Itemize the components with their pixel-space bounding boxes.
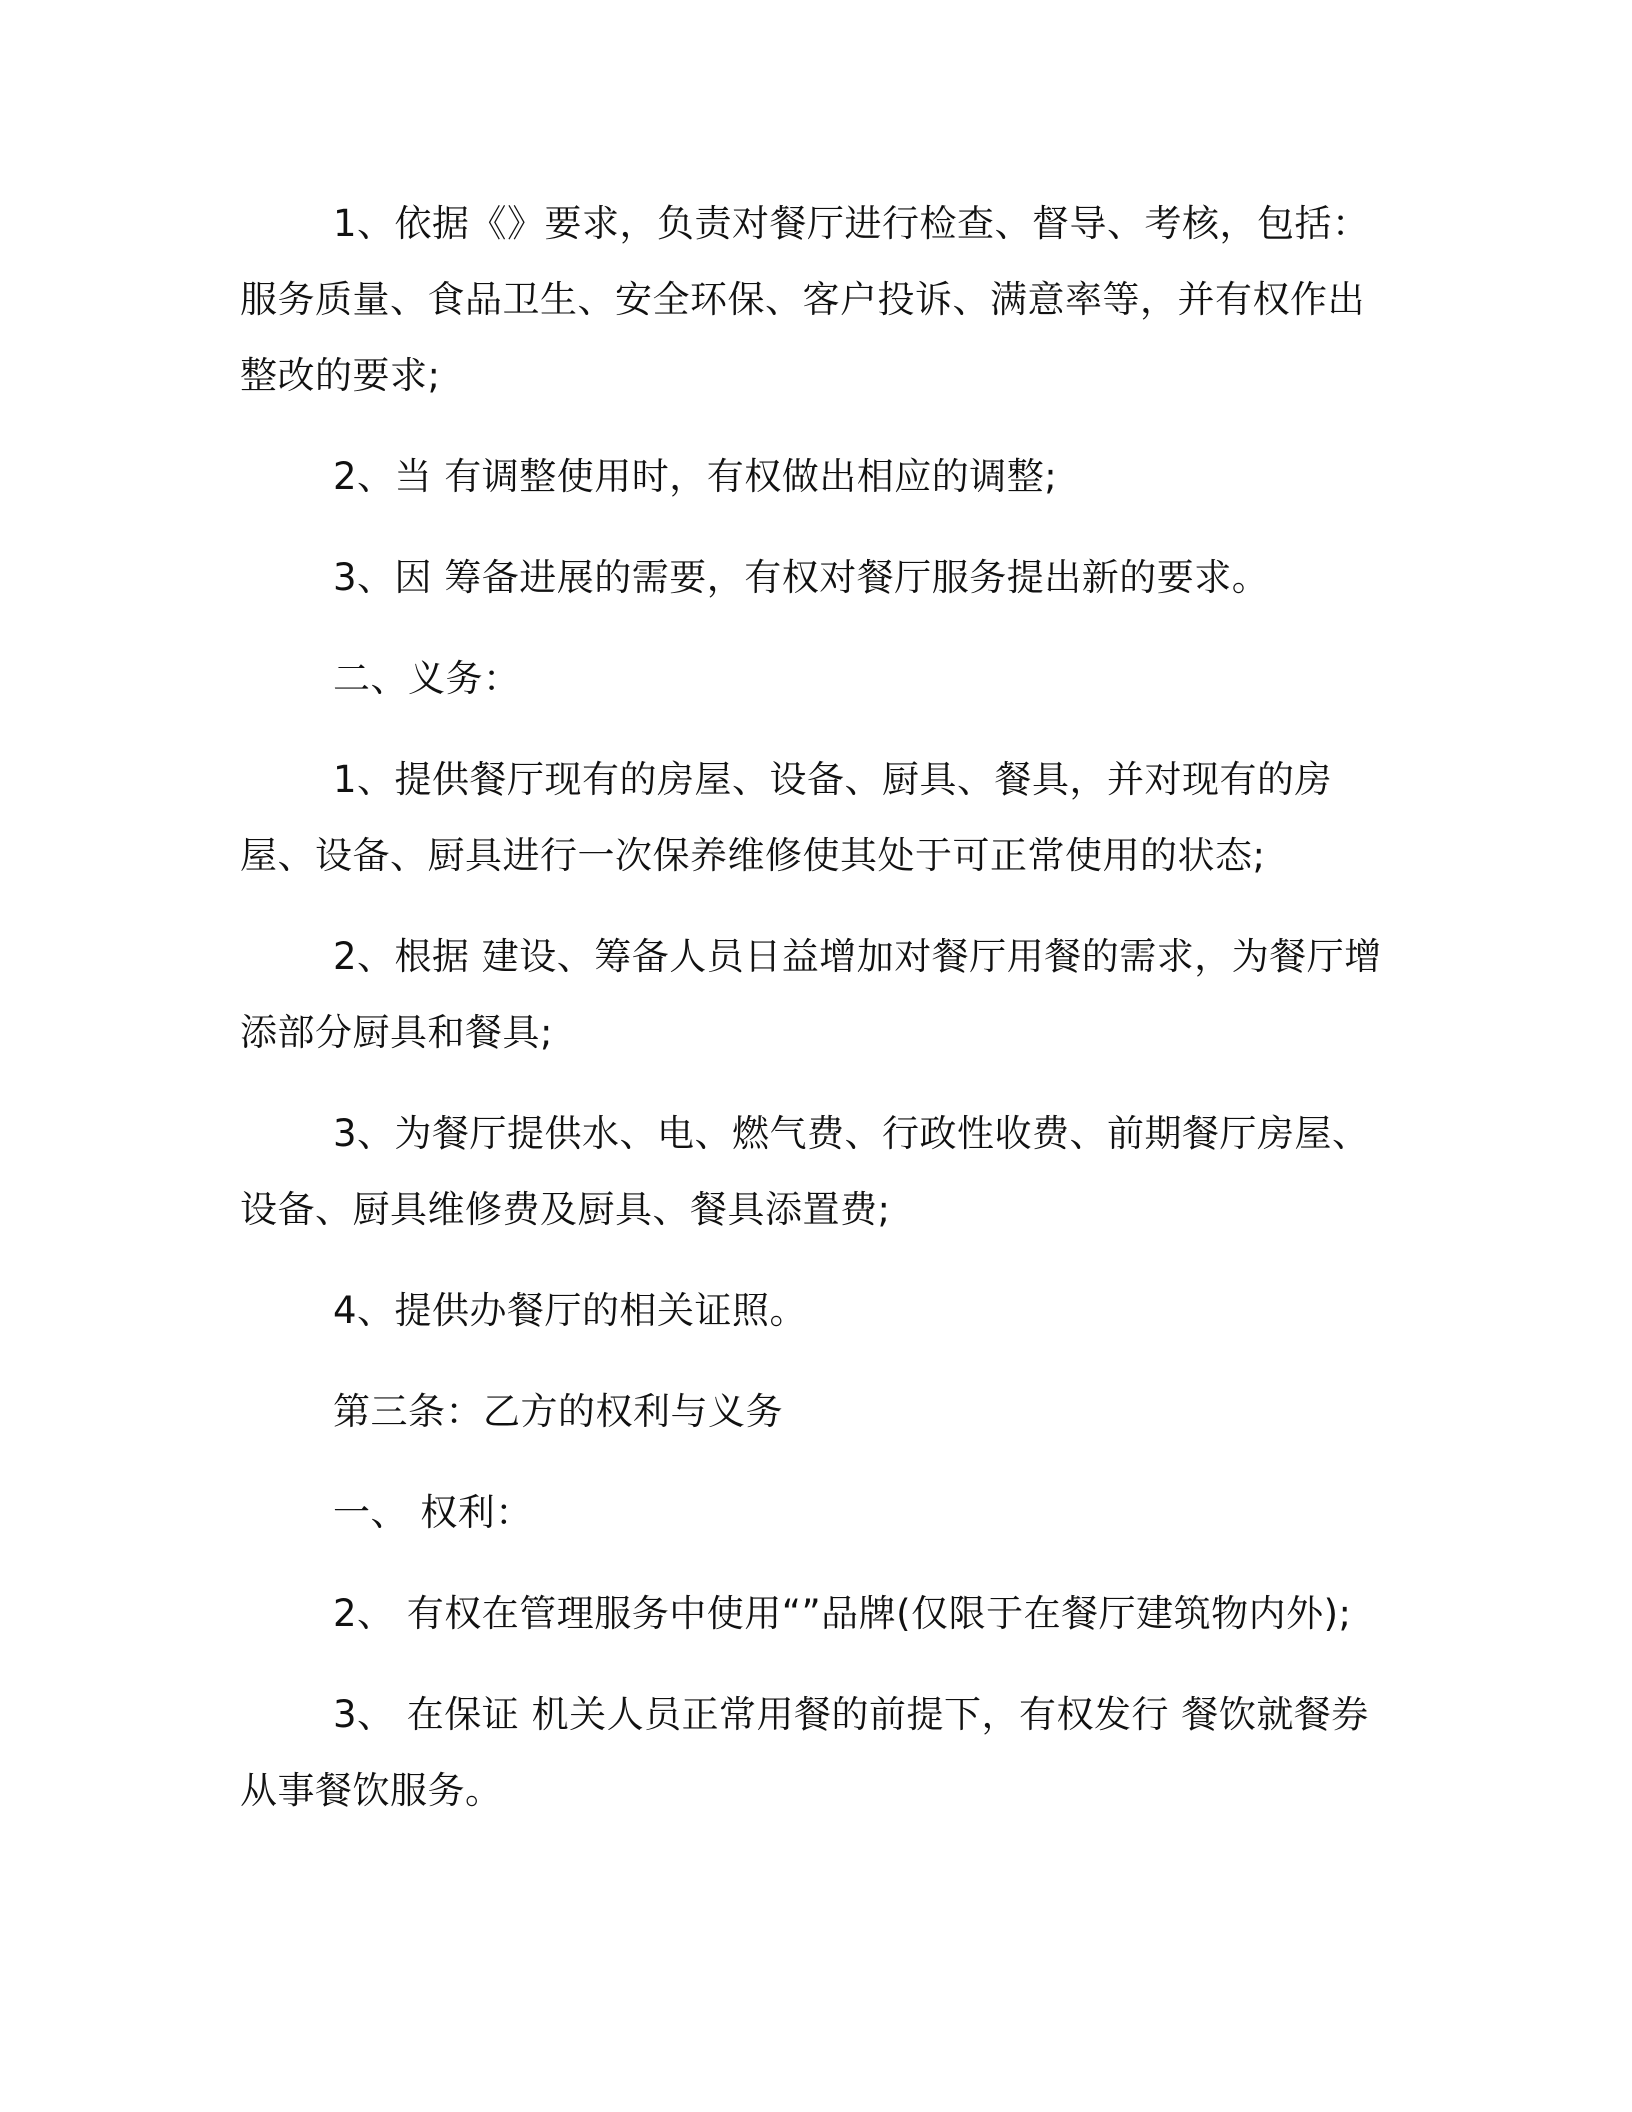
document-body: [240, 186, 1400, 1854]
section-heading-obligations: 二、义务：: [333, 657, 521, 700]
paragraph-rights-3: 3、因 筹备进展的需要，有权对餐厅服务提出新的要求。: [333, 556, 1270, 599]
paragraph-obligations-2: 2、根据 建设、筹备人员日益增加对餐厅用餐的需求，为餐厅增添部分厨具和餐具;: [240, 935, 1382, 1054]
paragraph-obligations-3: 3、为餐厅提供水、电、燃气费、行政性收费、前期餐厅房屋、设备、厨具维修费及厨具、餐具添置费;: [240, 1112, 1370, 1231]
paragraph-partyb-rights-2: 2、 有权在管理服务中使用“”品牌(仅限于在餐厅建筑物内外);: [333, 1592, 1352, 1635]
paragraph-rights-1: 1、依据《》要求，负责对餐厅进行检查、督导、考核，包括：服务质量、食品卫生、安全环保、客户投诉、满意率等，并有权作出整改的要求;: [240, 202, 1370, 397]
paragraph-rights-2: 2、当 有调整使用时，有权做出相应的调整;: [333, 455, 1058, 498]
article-three-heading: 第三条：乙方的权利与义务: [333, 1390, 783, 1433]
section-heading-rights: 一、 权利：: [333, 1491, 533, 1534]
paragraph-obligations-1: 1、提供餐厅现有的房屋、设备、厨具、餐具，并对现有的房屋、设备、厨具进行一次保养维修使其处于可正常使用的状态;: [240, 758, 1333, 877]
paragraph-partyb-rights-3: 3、 在保证 机关人员正常用餐的前提下，有权发行 餐饮就餐券从事餐饮服务。: [240, 1693, 1369, 1812]
paragraph-obligations-4: 4、提供办餐厅的相关证照。: [333, 1289, 808, 1332]
